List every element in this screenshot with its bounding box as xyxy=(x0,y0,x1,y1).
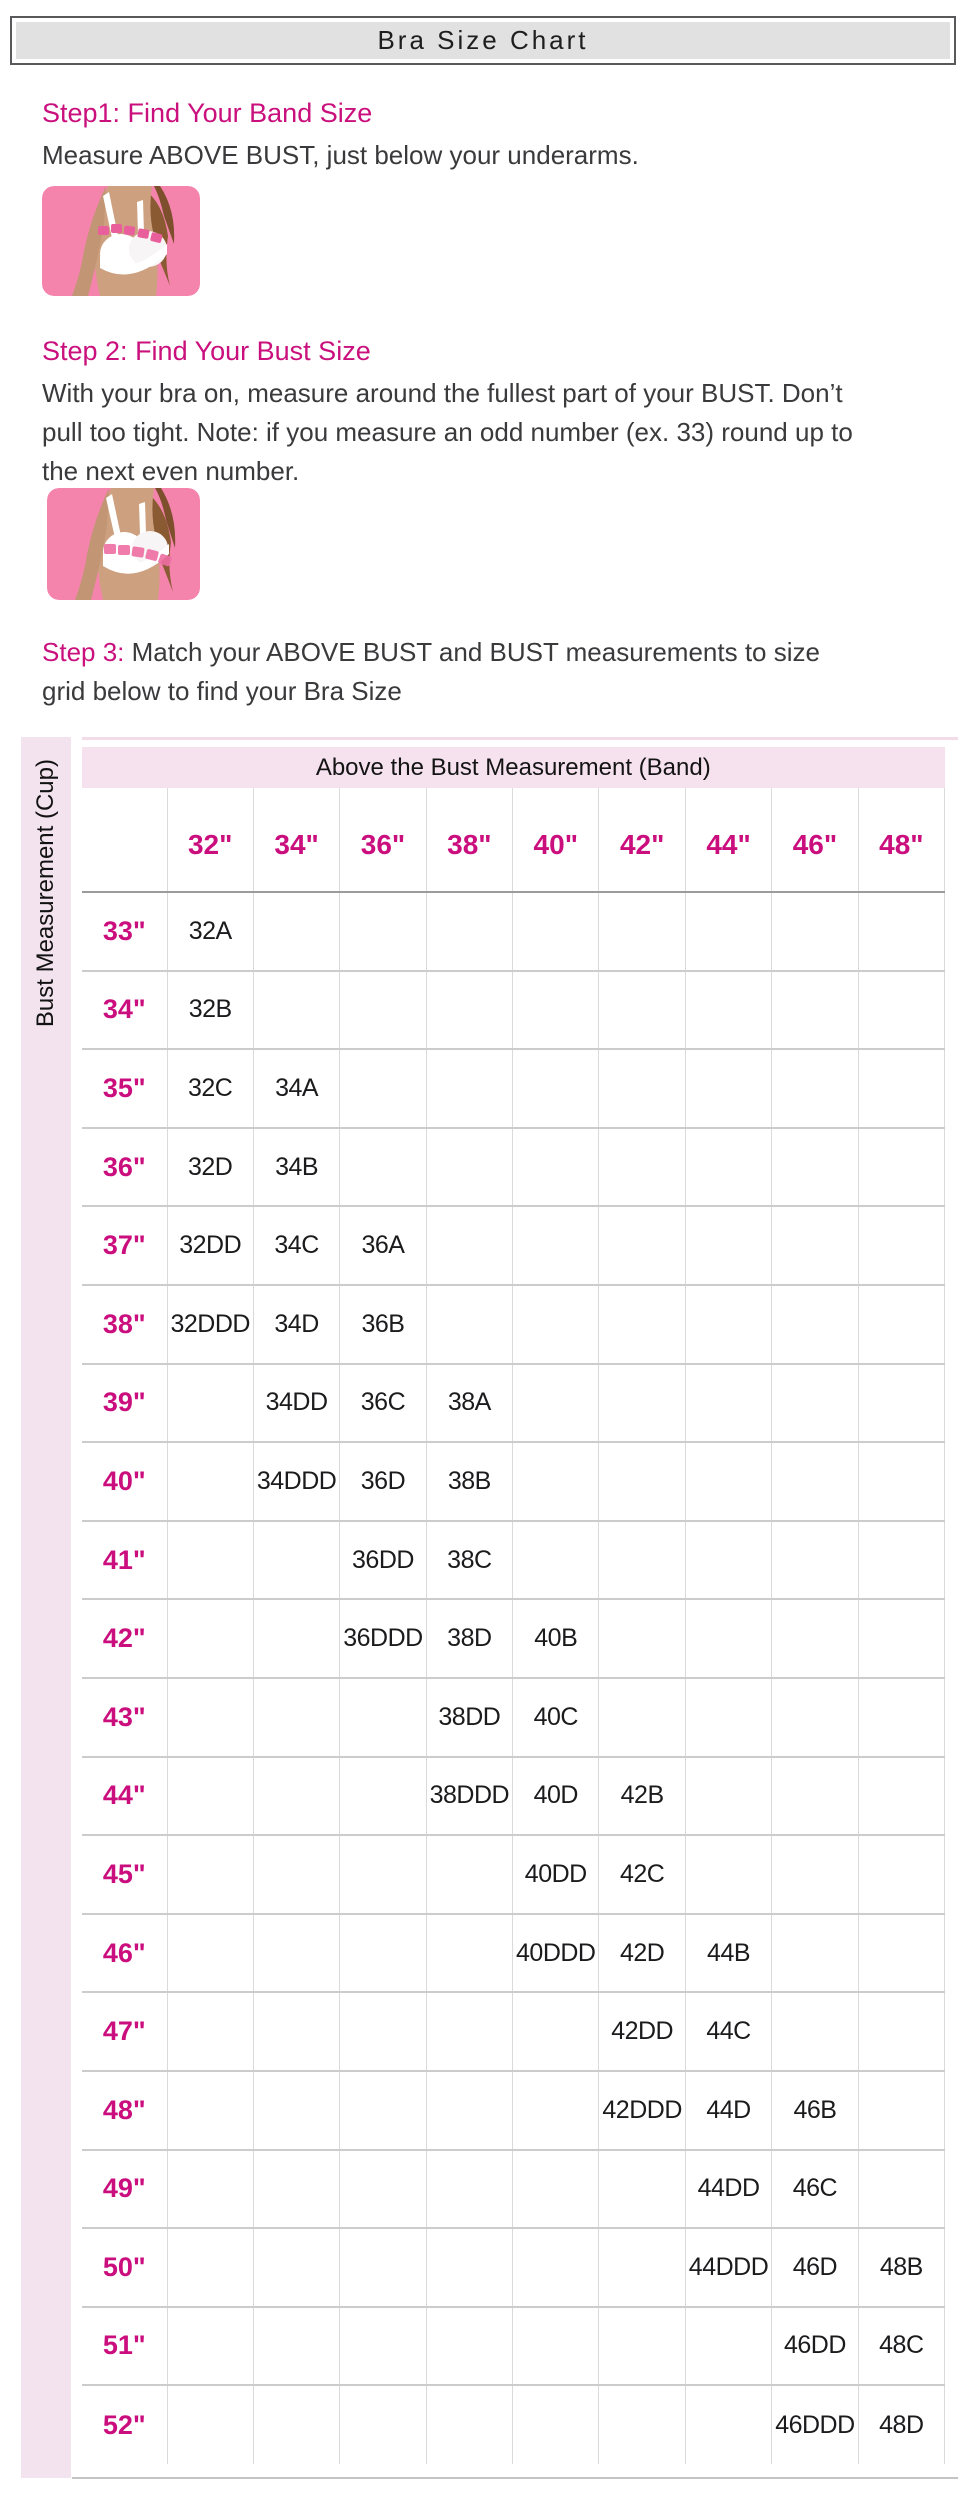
empty-cell xyxy=(858,2071,944,2150)
empty-cell xyxy=(513,1992,599,2071)
bust-size-header: 44" xyxy=(82,1757,167,1836)
empty-cell xyxy=(685,1835,771,1914)
bust-size-header: 51" xyxy=(82,2307,167,2386)
empty-cell xyxy=(340,2150,426,2229)
empty-cell xyxy=(340,1757,426,1836)
size-grid-row xyxy=(82,1206,945,1285)
bust-photo-illustration xyxy=(47,488,200,600)
empty-cell xyxy=(167,1364,253,1443)
empty-cell xyxy=(513,1364,599,1443)
empty-cell xyxy=(340,2307,426,2386)
empty-cell xyxy=(858,1442,944,1521)
size-grid-row xyxy=(82,2150,945,2229)
empty-cell xyxy=(858,1049,944,1128)
size-grid-row xyxy=(82,1599,945,1678)
size-grid-row xyxy=(82,1285,945,1364)
size-grid-row xyxy=(82,1049,945,1128)
bust-size-header: 33" xyxy=(82,892,167,971)
empty-cell xyxy=(858,1521,944,1600)
empty-cell xyxy=(772,1914,858,1993)
empty-cell xyxy=(340,2071,426,2150)
band-size-header: 32" xyxy=(167,788,253,892)
empty-cell xyxy=(599,1049,685,1128)
empty-cell xyxy=(599,1128,685,1207)
grid-bottom-divider xyxy=(72,2477,958,2479)
size-grid-table xyxy=(82,747,945,2464)
empty-cell xyxy=(858,1599,944,1678)
bra-size-cell: 34DD xyxy=(253,1364,339,1443)
empty-cell xyxy=(426,971,512,1050)
bra-size-cell: 40DDD xyxy=(513,1914,599,1993)
empty-cell xyxy=(167,2385,253,2464)
bust-size-header: 43" xyxy=(82,1678,167,1757)
empty-cell xyxy=(426,1049,512,1128)
bust-size-header: 45" xyxy=(82,1835,167,1914)
empty-cell xyxy=(599,1364,685,1443)
empty-cell xyxy=(513,1285,599,1364)
empty-cell xyxy=(167,2150,253,2229)
empty-cell xyxy=(167,1914,253,1993)
empty-cell xyxy=(599,1678,685,1757)
bra-size-cell: 48D xyxy=(858,2385,944,2464)
empty-cell xyxy=(340,1678,426,1757)
bust-size-header: 36" xyxy=(82,1128,167,1207)
grid-top-divider xyxy=(82,737,958,740)
bust-size-header: 40" xyxy=(82,1442,167,1521)
empty-cell xyxy=(167,1992,253,2071)
empty-cell xyxy=(426,892,512,971)
size-grid-row xyxy=(82,971,945,1050)
empty-cell xyxy=(685,1285,771,1364)
empty-cell xyxy=(340,2228,426,2307)
bra-size-cell: 36DDD xyxy=(340,1599,426,1678)
empty-cell xyxy=(772,1599,858,1678)
empty-cell xyxy=(426,1128,512,1207)
empty-cell xyxy=(599,2150,685,2229)
empty-cell xyxy=(426,1206,512,1285)
bra-size-cell: 38DDD xyxy=(426,1757,512,1836)
above-bust-photo-illustration xyxy=(42,186,200,296)
empty-cell xyxy=(426,2385,512,2464)
corner-cell xyxy=(82,788,167,892)
empty-cell xyxy=(513,2385,599,2464)
bra-size-cell: 36C xyxy=(340,1364,426,1443)
bust-size-header: 47" xyxy=(82,1992,167,2071)
bra-size-cell: 44D xyxy=(685,2071,771,2150)
size-grid-row xyxy=(82,2228,945,2307)
size-grid-row xyxy=(82,1757,945,1836)
empty-cell xyxy=(858,2150,944,2229)
empty-cell xyxy=(253,971,339,1050)
bra-size-cell: 34C xyxy=(253,1206,339,1285)
bra-size-cell: 34A xyxy=(253,1049,339,1128)
empty-cell xyxy=(772,1757,858,1836)
size-grid-row xyxy=(82,1521,945,1600)
band-size-header: 44" xyxy=(685,788,771,892)
empty-cell xyxy=(253,1992,339,2071)
step1-instructions: Measure ABOVE BUST, just below your underarms. xyxy=(42,140,639,170)
bra-size-cell: 32C xyxy=(167,1049,253,1128)
bra-size-cell: 36D xyxy=(340,1442,426,1521)
empty-cell xyxy=(685,2385,771,2464)
bra-size-cell: 38A xyxy=(426,1364,512,1443)
empty-cell xyxy=(167,1599,253,1678)
empty-cell xyxy=(858,892,944,971)
bra-size-cell: 44DD xyxy=(685,2150,771,2229)
empty-cell xyxy=(599,1285,685,1364)
empty-cell xyxy=(253,1521,339,1600)
empty-cell xyxy=(685,1599,771,1678)
empty-cell xyxy=(685,1521,771,1600)
size-grid-row xyxy=(82,1442,945,1521)
bra-size-cell: 36B xyxy=(340,1285,426,1364)
empty-cell xyxy=(772,1521,858,1600)
empty-cell xyxy=(772,1442,858,1521)
empty-cell xyxy=(858,1206,944,1285)
bra-size-cell: 40C xyxy=(513,1678,599,1757)
bra-size-cell: 40B xyxy=(513,1599,599,1678)
empty-cell xyxy=(513,1049,599,1128)
empty-cell xyxy=(685,1206,771,1285)
empty-cell xyxy=(685,1364,771,1443)
bust-size-header: 46" xyxy=(82,1914,167,1993)
empty-cell xyxy=(599,2385,685,2464)
empty-cell xyxy=(858,1914,944,1993)
bra-size-cell: 42DD xyxy=(599,1992,685,2071)
empty-cell xyxy=(426,1835,512,1914)
empty-cell xyxy=(685,892,771,971)
empty-cell xyxy=(685,1049,771,1128)
band-size-header: 42" xyxy=(599,788,685,892)
empty-cell xyxy=(858,1757,944,1836)
bra-size-cell: 34D xyxy=(253,1285,339,1364)
band-size-header: 34" xyxy=(253,788,339,892)
empty-cell xyxy=(772,1285,858,1364)
bra-size-cell: 46D xyxy=(772,2228,858,2307)
empty-cell xyxy=(426,1914,512,1993)
above-bust-measurement-photo xyxy=(42,186,200,296)
size-grid-row xyxy=(82,1914,945,1993)
empty-cell xyxy=(513,1128,599,1207)
empty-cell xyxy=(167,1835,253,1914)
bra-size-cell: 38D xyxy=(426,1599,512,1678)
empty-cell xyxy=(340,1992,426,2071)
bust-size-header: 41" xyxy=(82,1521,167,1600)
bra-size-cell: 32DD xyxy=(167,1206,253,1285)
size-grid-row xyxy=(82,2071,945,2150)
empty-cell xyxy=(340,1835,426,1914)
bra-size-cell: 40DD xyxy=(513,1835,599,1914)
bra-size-cell: 42DDD xyxy=(599,2071,685,2150)
band-size-header: 36" xyxy=(340,788,426,892)
cup-axis-strip xyxy=(21,737,71,2478)
empty-cell xyxy=(167,2228,253,2307)
cup-axis-label: Bust Measurement (Cup) xyxy=(32,759,59,1028)
empty-cell xyxy=(253,1914,339,1993)
size-grid-row xyxy=(82,2385,945,2464)
empty-cell xyxy=(772,1128,858,1207)
empty-cell xyxy=(772,1364,858,1443)
empty-cell xyxy=(858,971,944,1050)
bra-size-cell: 48C xyxy=(858,2307,944,2386)
bust-size-header: 34" xyxy=(82,971,167,1050)
empty-cell xyxy=(858,1835,944,1914)
empty-cell xyxy=(253,2228,339,2307)
step3-text: Match your ABOVE BUST and BUST measurements to size grid below to find your Bra Size xyxy=(42,637,820,706)
band-size-header: 48" xyxy=(858,788,944,892)
bra-size-cell: 46DDD xyxy=(772,2385,858,2464)
bust-size-header: 39" xyxy=(82,1364,167,1443)
bra-size-cell: 42C xyxy=(599,1835,685,1914)
bra-size-cell: 38DD xyxy=(426,1678,512,1757)
size-grid-row xyxy=(82,892,945,971)
empty-cell xyxy=(340,1128,426,1207)
empty-cell xyxy=(167,1757,253,1836)
empty-cell xyxy=(513,2150,599,2229)
bra-size-cell: 44DDD xyxy=(685,2228,771,2307)
bra-size-cell: 34DDD xyxy=(253,1442,339,1521)
step1-heading: Step1: Find Your Band Size xyxy=(42,98,373,128)
empty-cell xyxy=(340,1914,426,1993)
bust-size-header: 35" xyxy=(82,1049,167,1128)
empty-cell xyxy=(772,1049,858,1128)
empty-cell xyxy=(167,2307,253,2386)
empty-cell xyxy=(685,1678,771,1757)
bust-size-header: 48" xyxy=(82,2071,167,2150)
step2-instructions: With your bra on, measure around the fullest part of your BUST. Don’t pull too tight. Note: if you measure an odd number (ex. 33) round up to the next even number. xyxy=(42,378,853,486)
empty-cell xyxy=(599,892,685,971)
empty-cell xyxy=(253,892,339,971)
empty-cell xyxy=(426,2150,512,2229)
empty-cell xyxy=(772,1678,858,1757)
empty-cell xyxy=(513,1521,599,1600)
step3-label: Step 3: xyxy=(42,637,125,667)
bra-size-cell: 42D xyxy=(599,1914,685,1993)
empty-cell xyxy=(772,1206,858,1285)
empty-cell xyxy=(599,971,685,1050)
empty-cell xyxy=(772,971,858,1050)
band-axis-row xyxy=(82,747,945,788)
bust-size-header: 52" xyxy=(82,2385,167,2464)
empty-cell xyxy=(599,1206,685,1285)
band-size-header: 46" xyxy=(772,788,858,892)
bra-size-cell: 32DDD xyxy=(167,1285,253,1364)
empty-cell xyxy=(253,1835,339,1914)
empty-cell xyxy=(599,2228,685,2307)
bra-size-cell: 46DD xyxy=(772,2307,858,2386)
empty-cell xyxy=(513,2307,599,2386)
empty-cell xyxy=(513,892,599,971)
bust-size-header: 37" xyxy=(82,1206,167,1285)
page-title: Bra Size Chart xyxy=(16,22,950,59)
empty-cell xyxy=(685,971,771,1050)
bust-size-header: 49" xyxy=(82,2150,167,2229)
empty-cell xyxy=(858,1992,944,2071)
empty-cell xyxy=(685,1442,771,1521)
bra-size-cell: 38B xyxy=(426,1442,512,1521)
empty-cell xyxy=(426,1285,512,1364)
empty-cell xyxy=(167,1678,253,1757)
step2-heading: Step 2: Find Your Bust Size xyxy=(42,336,371,366)
empty-cell xyxy=(426,2071,512,2150)
bust-measurement-photo xyxy=(47,488,200,600)
empty-cell xyxy=(772,892,858,971)
bust-size-header: 38" xyxy=(82,1285,167,1364)
empty-cell xyxy=(167,1521,253,1600)
empty-cell xyxy=(253,2071,339,2150)
title-bar xyxy=(10,16,956,65)
empty-cell xyxy=(599,2307,685,2386)
empty-cell xyxy=(513,1206,599,1285)
empty-cell xyxy=(685,1757,771,1836)
bra-size-cell: 42B xyxy=(599,1757,685,1836)
empty-cell xyxy=(772,1992,858,2071)
band-size-header: 38" xyxy=(426,788,512,892)
empty-cell xyxy=(426,1992,512,2071)
empty-cell xyxy=(253,2150,339,2229)
bra-size-cell: 32D xyxy=(167,1128,253,1207)
bra-size-cell: 36A xyxy=(340,1206,426,1285)
size-grid-row xyxy=(82,1678,945,1757)
empty-cell xyxy=(167,2071,253,2150)
empty-cell xyxy=(426,2307,512,2386)
empty-cell xyxy=(340,971,426,1050)
empty-cell xyxy=(858,1364,944,1443)
size-grid-row xyxy=(82,2307,945,2386)
bra-size-cell: 34B xyxy=(253,1128,339,1207)
empty-cell xyxy=(599,1521,685,1600)
empty-cell xyxy=(858,1285,944,1364)
empty-cell xyxy=(513,971,599,1050)
bra-size-cell: 36DD xyxy=(340,1521,426,1600)
band-axis-label: Above the Bust Measurement (Band) xyxy=(82,747,945,788)
bust-size-header: 50" xyxy=(82,2228,167,2307)
bra-size-cell: 46C xyxy=(772,2150,858,2229)
bra-size-cell: 32B xyxy=(167,971,253,1050)
size-grid-row xyxy=(82,1992,945,2071)
bra-size-cell: 38C xyxy=(426,1521,512,1600)
empty-cell xyxy=(340,2385,426,2464)
bra-size-cell: 46B xyxy=(772,2071,858,2150)
empty-cell xyxy=(253,2385,339,2464)
empty-cell xyxy=(253,1678,339,1757)
empty-cell xyxy=(253,2307,339,2386)
band-size-header-row xyxy=(82,788,945,892)
empty-cell xyxy=(513,2228,599,2307)
empty-cell xyxy=(858,1678,944,1757)
empty-cell xyxy=(426,2228,512,2307)
empty-cell xyxy=(858,1128,944,1207)
empty-cell xyxy=(685,2307,771,2386)
size-grid-row xyxy=(82,1835,945,1914)
band-size-header: 40" xyxy=(513,788,599,892)
empty-cell xyxy=(513,2071,599,2150)
empty-cell xyxy=(513,1442,599,1521)
empty-cell xyxy=(599,1599,685,1678)
bra-size-cell: 32A xyxy=(167,892,253,971)
size-grid-row xyxy=(82,1364,945,1443)
empty-cell xyxy=(253,1757,339,1836)
bra-size-cell: 48B xyxy=(858,2228,944,2307)
empty-cell xyxy=(685,1128,771,1207)
empty-cell xyxy=(167,1442,253,1521)
bra-size-cell: 44C xyxy=(685,1992,771,2071)
empty-cell xyxy=(772,1835,858,1914)
bust-size-header: 42" xyxy=(82,1599,167,1678)
step3-instructions xyxy=(42,633,842,711)
empty-cell xyxy=(340,1049,426,1128)
bra-size-cell: 44B xyxy=(685,1914,771,1993)
empty-cell xyxy=(599,1442,685,1521)
bra-size-cell: 40D xyxy=(513,1757,599,1836)
empty-cell xyxy=(340,892,426,971)
size-grid-row xyxy=(82,1128,945,1207)
empty-cell xyxy=(253,1599,339,1678)
